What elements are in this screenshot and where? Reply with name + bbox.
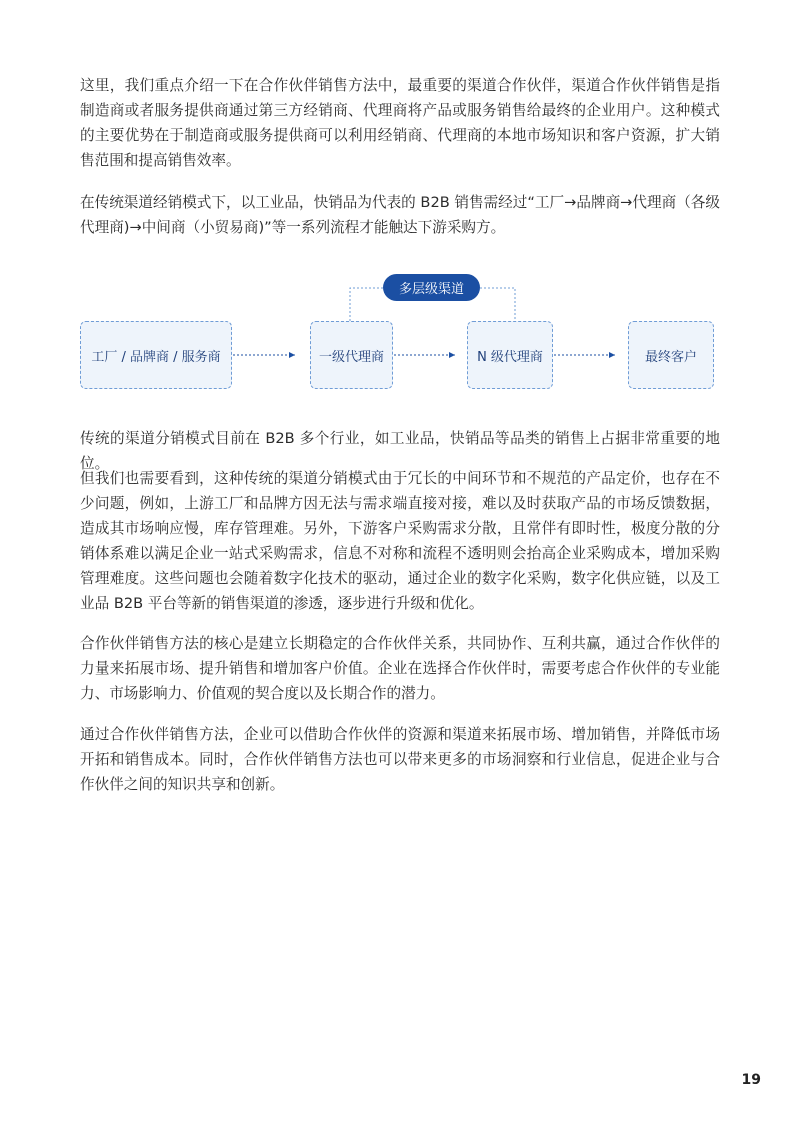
partner-benefits-paragraph: 通过合作伙伴销售方法，企业可以借助合作伙伴的资源和渠道来拓展市场、增加销售，并降低市场开拓和销售成本。同时，合作伙伴销售方法也可以带来更多的市场洞察和行业信息，促进企业与合作伙伴之间的知识共享和创新。 xyxy=(80,726,720,793)
node-final-customer: 最终客户 xyxy=(628,321,714,389)
multi-level-bracket-right xyxy=(480,288,515,321)
channel-flow-diagram xyxy=(0,270,793,400)
distribution-status-paragraph: 传统的渠道分销模式目前在 B2B 多个行业，如工业品，快销品等品类的销售上占据非常重要的地位。 xyxy=(80,430,720,472)
problems-paragraph: 但我们也需要看到，这种传统的渠道分销模式由于冗长的中间环节和不规范的产品定价，也存在不少问题，例如，上游工厂和品牌方因无法与需求端直接对接，难以及时获取产品的市场反馈数据，造成其市场响应慢，库存管理难。另外，下游客户采购需求分散，且常伴有即时性，极度分散的分销体系难以满足企业一站式采购需求，信息不对称和流程不透明则会抬高企业采购成本，增加采购管理难度。这些问题也会随着数字化技术的驱动，通过企业的数字化采购，数字化供应链，以及工业品 B2B 平台等新的销售渠道的渗透，逐步进行升级和优化。 xyxy=(80,470,720,612)
intro-paragraph: 这里，我们重点介绍一下在合作伙伴销售方法中，最重要的渠道合作伙伴，渠道合作伙伴销售是指制造商或者服务提供商通过第三方经销商、代理商将产品或服务销售给最终的企业用户。这种模式的主要优势在于制造商或服务提供商可以利用经销商、代理商的本地市场知识和客户资源，扩大销售范围和提高销售效率。 xyxy=(80,77,720,169)
multi-level-channel-label: 多层级渠道 xyxy=(383,274,480,301)
node-n-level-agent: N 级代理商 xyxy=(467,321,553,389)
node-factory-brand-service: 工厂 / 品牌商 / 服务商 xyxy=(80,321,232,389)
partner-core-paragraph: 合作伙伴销售方法的核心是建立长期稳定的合作伙伴关系，共同协作、互利共赢，通过合作伙伴的力量来拓展市场、提升销售和增加客户价值。企业在选择合作伙伴时，需要考虑合作伙伴的专业能力、市场影响力、价值观的契合度以及长期合作的潜力。 xyxy=(80,635,720,702)
page-number: 19 xyxy=(741,1072,761,1088)
traditional-model-paragraph: 在传统渠道经销模式下，以工业品，快销品为代表的 B2B 销售需经过“工厂→品牌商→代理商（各级代理商)→中间商（小贸易商)”等一系列流程才能触达下游采购方。 xyxy=(80,194,720,236)
multi-level-bracket xyxy=(350,288,383,321)
node-first-level-agent: 一级代理商 xyxy=(310,321,393,389)
